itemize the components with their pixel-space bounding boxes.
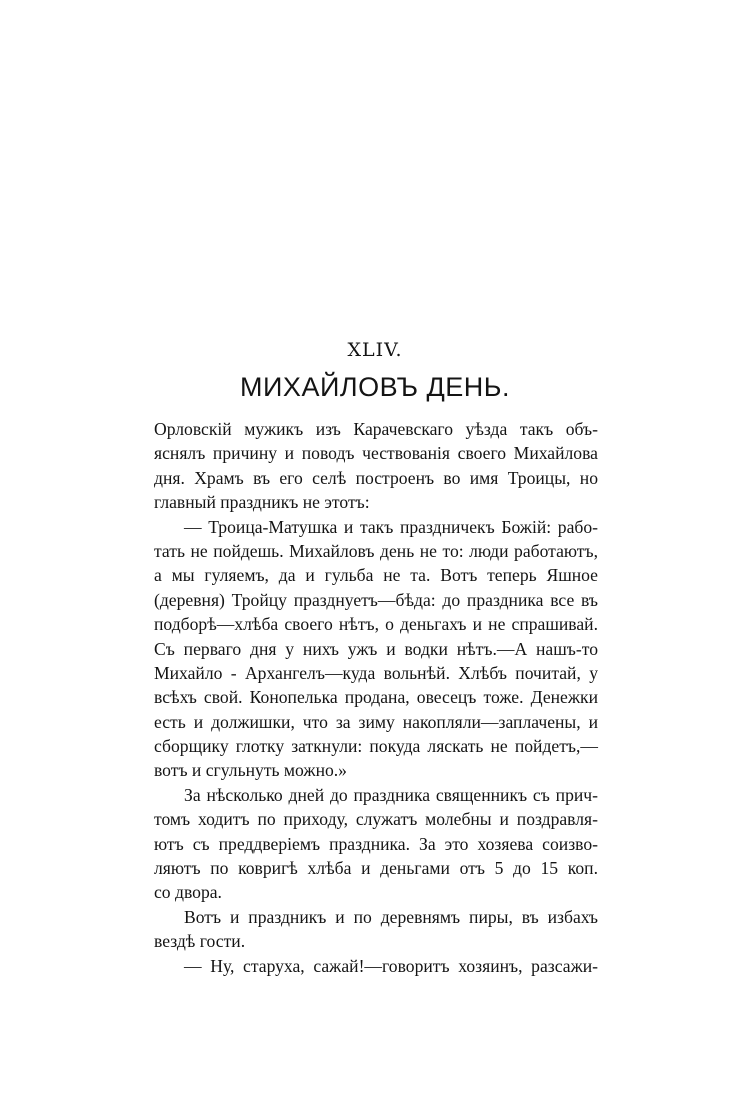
text-line: со двора. [154, 882, 222, 903]
text-line: есть и должишки, что за зиму накопляли—заплачены, и [154, 711, 598, 732]
text-line: а мы гуляемъ, да и гульба не та. Вотъ теперь Яшное [154, 565, 598, 586]
chapter-number: XLIV. [347, 339, 403, 361]
text-line: За нѣсколько дней до праздника священникъ съ прич- [184, 784, 598, 805]
text-line: Съ перваго дня у нихъ ужъ и водки нѣтъ.—А нашъ-то [154, 638, 598, 659]
text-line: подборѣ—хлѣба своего нѣтъ, о деньгахъ и не спрашивай. [154, 614, 598, 635]
text-line: вотъ и сгульнуть можно.» [154, 760, 347, 781]
text-line: главный праздникъ не этотъ: [154, 492, 370, 513]
text-line: вездѣ гости. [154, 931, 246, 952]
text-line: (деревня) Тройцу празднуетъ—бѣда: до праздника все въ [154, 589, 598, 610]
text-line: — Ну, старуха, сажай!—говоритъ хозяинъ, разсажи- [184, 955, 598, 976]
text-line: яснялъ причину и поводъ чествованія своего Михайлова [154, 443, 598, 464]
text-line: ютъ съ преддверіемъ праздника. За это хозяева соизво- [154, 833, 598, 854]
text-line: дня. Храмъ въ его селѣ построенъ во имя Троицы, но [154, 467, 598, 488]
text-line: сборщику глотку заткнули: покуда ляскать не пойдетъ,— [154, 736, 598, 757]
text-line: Вотъ и праздникъ и по деревнямъ пиры, въ избахъ [184, 906, 598, 927]
text-line: — Троица-Матушка и такъ праздничекъ Божій: рабо- [184, 516, 598, 537]
chapter-body [154, 417, 598, 978]
text-line: томъ ходитъ по приходу, служатъ молебны и поздравля- [154, 809, 598, 830]
text-line: ляютъ по ковригѣ хлѣба и деньгами отъ 5 до 15 коп. [154, 858, 598, 879]
text-line: тать не пойдешь. Михайловъ день не то: люди работаютъ, [154, 540, 598, 561]
text-line: Орловскій мужикъ изъ Карачевскаго уѣзда такъ объ- [154, 419, 598, 439]
text-line: Михайло - Архангелъ—куда вольнѣй. Хлѣбъ почитай, у [154, 662, 598, 683]
chapter-title: МИХАЙЛОВЪ ДЕНЬ. [240, 372, 510, 402]
text-line: всѣхъ свой. Конопелька продана, овесецъ тоже. Денежки [154, 687, 598, 708]
